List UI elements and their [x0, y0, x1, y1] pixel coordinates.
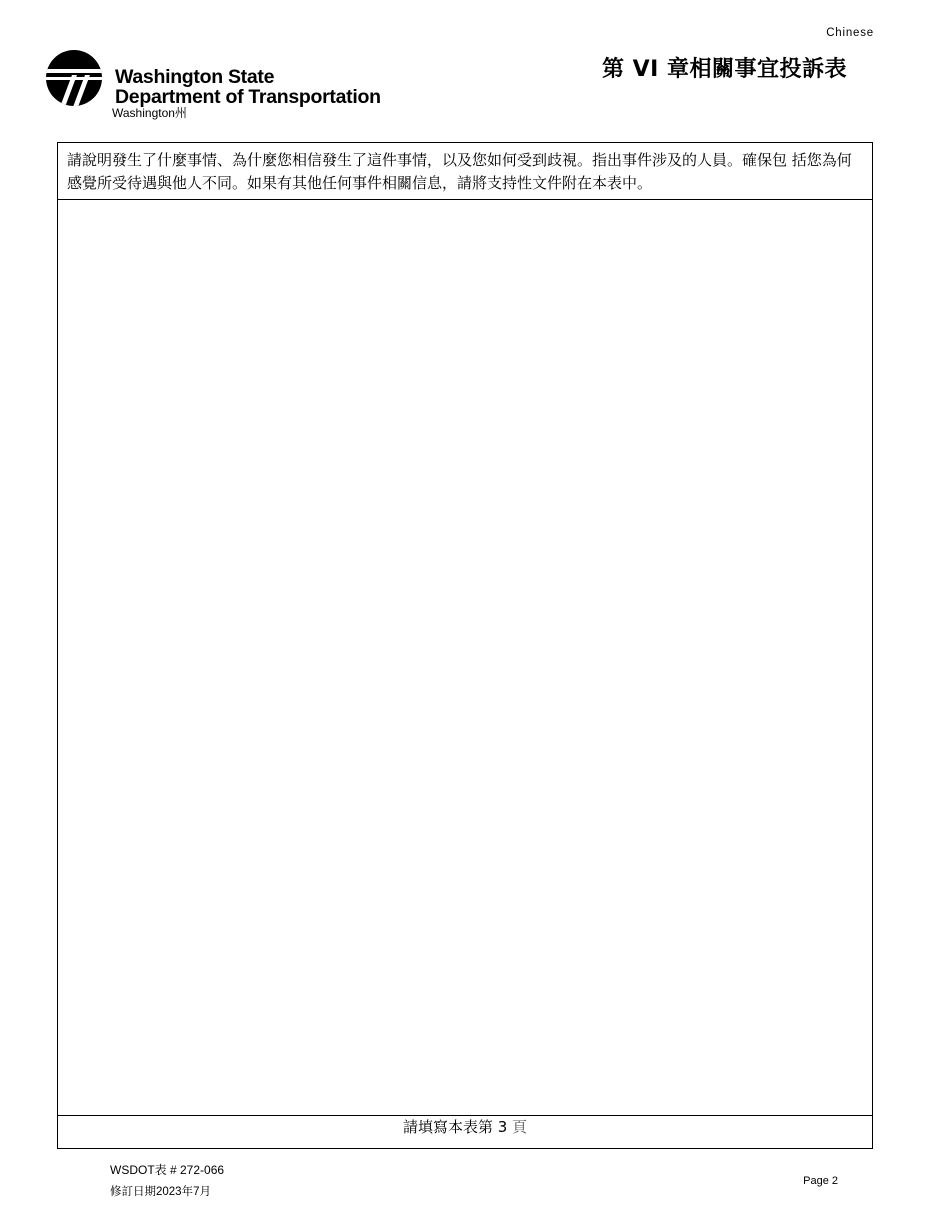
form-title: 第 VI 章相關事宜投訴表	[601, 57, 847, 82]
wsdot-logo-icon	[46, 49, 102, 107]
continue-note-page-suffix: 頁	[507, 1118, 528, 1136]
complaint-form-box	[57, 142, 873, 1149]
continue-note-text: 請填寫本表第 3	[402, 1118, 508, 1136]
page-number: Page 2	[803, 1175, 838, 1187]
form-number: WSDOT表 # 272-066	[110, 1163, 225, 1177]
agency-line-1: Washington State	[115, 66, 275, 88]
language-label: Chinese	[826, 27, 874, 39]
agency-name	[115, 67, 381, 107]
continue-note	[58, 1115, 872, 1148]
agency-subtitle: Washington州	[112, 106, 187, 120]
instructions-text: 請說明發生了什麼事情、為什麼您相信發生了這件事情，以及您如何受到歧視。指出事件涉及的人員。確保包 括您為何感覺所受待遇與他人不同。如果有其他任何事件相關信息，請將支持性文件附在本表中。	[58, 143, 872, 200]
incident-description-field[interactable]	[58, 200, 872, 1115]
revision-date: 修訂日期2023年7月	[110, 1186, 211, 1198]
agency-line-2: Department of Transportation	[115, 86, 381, 108]
